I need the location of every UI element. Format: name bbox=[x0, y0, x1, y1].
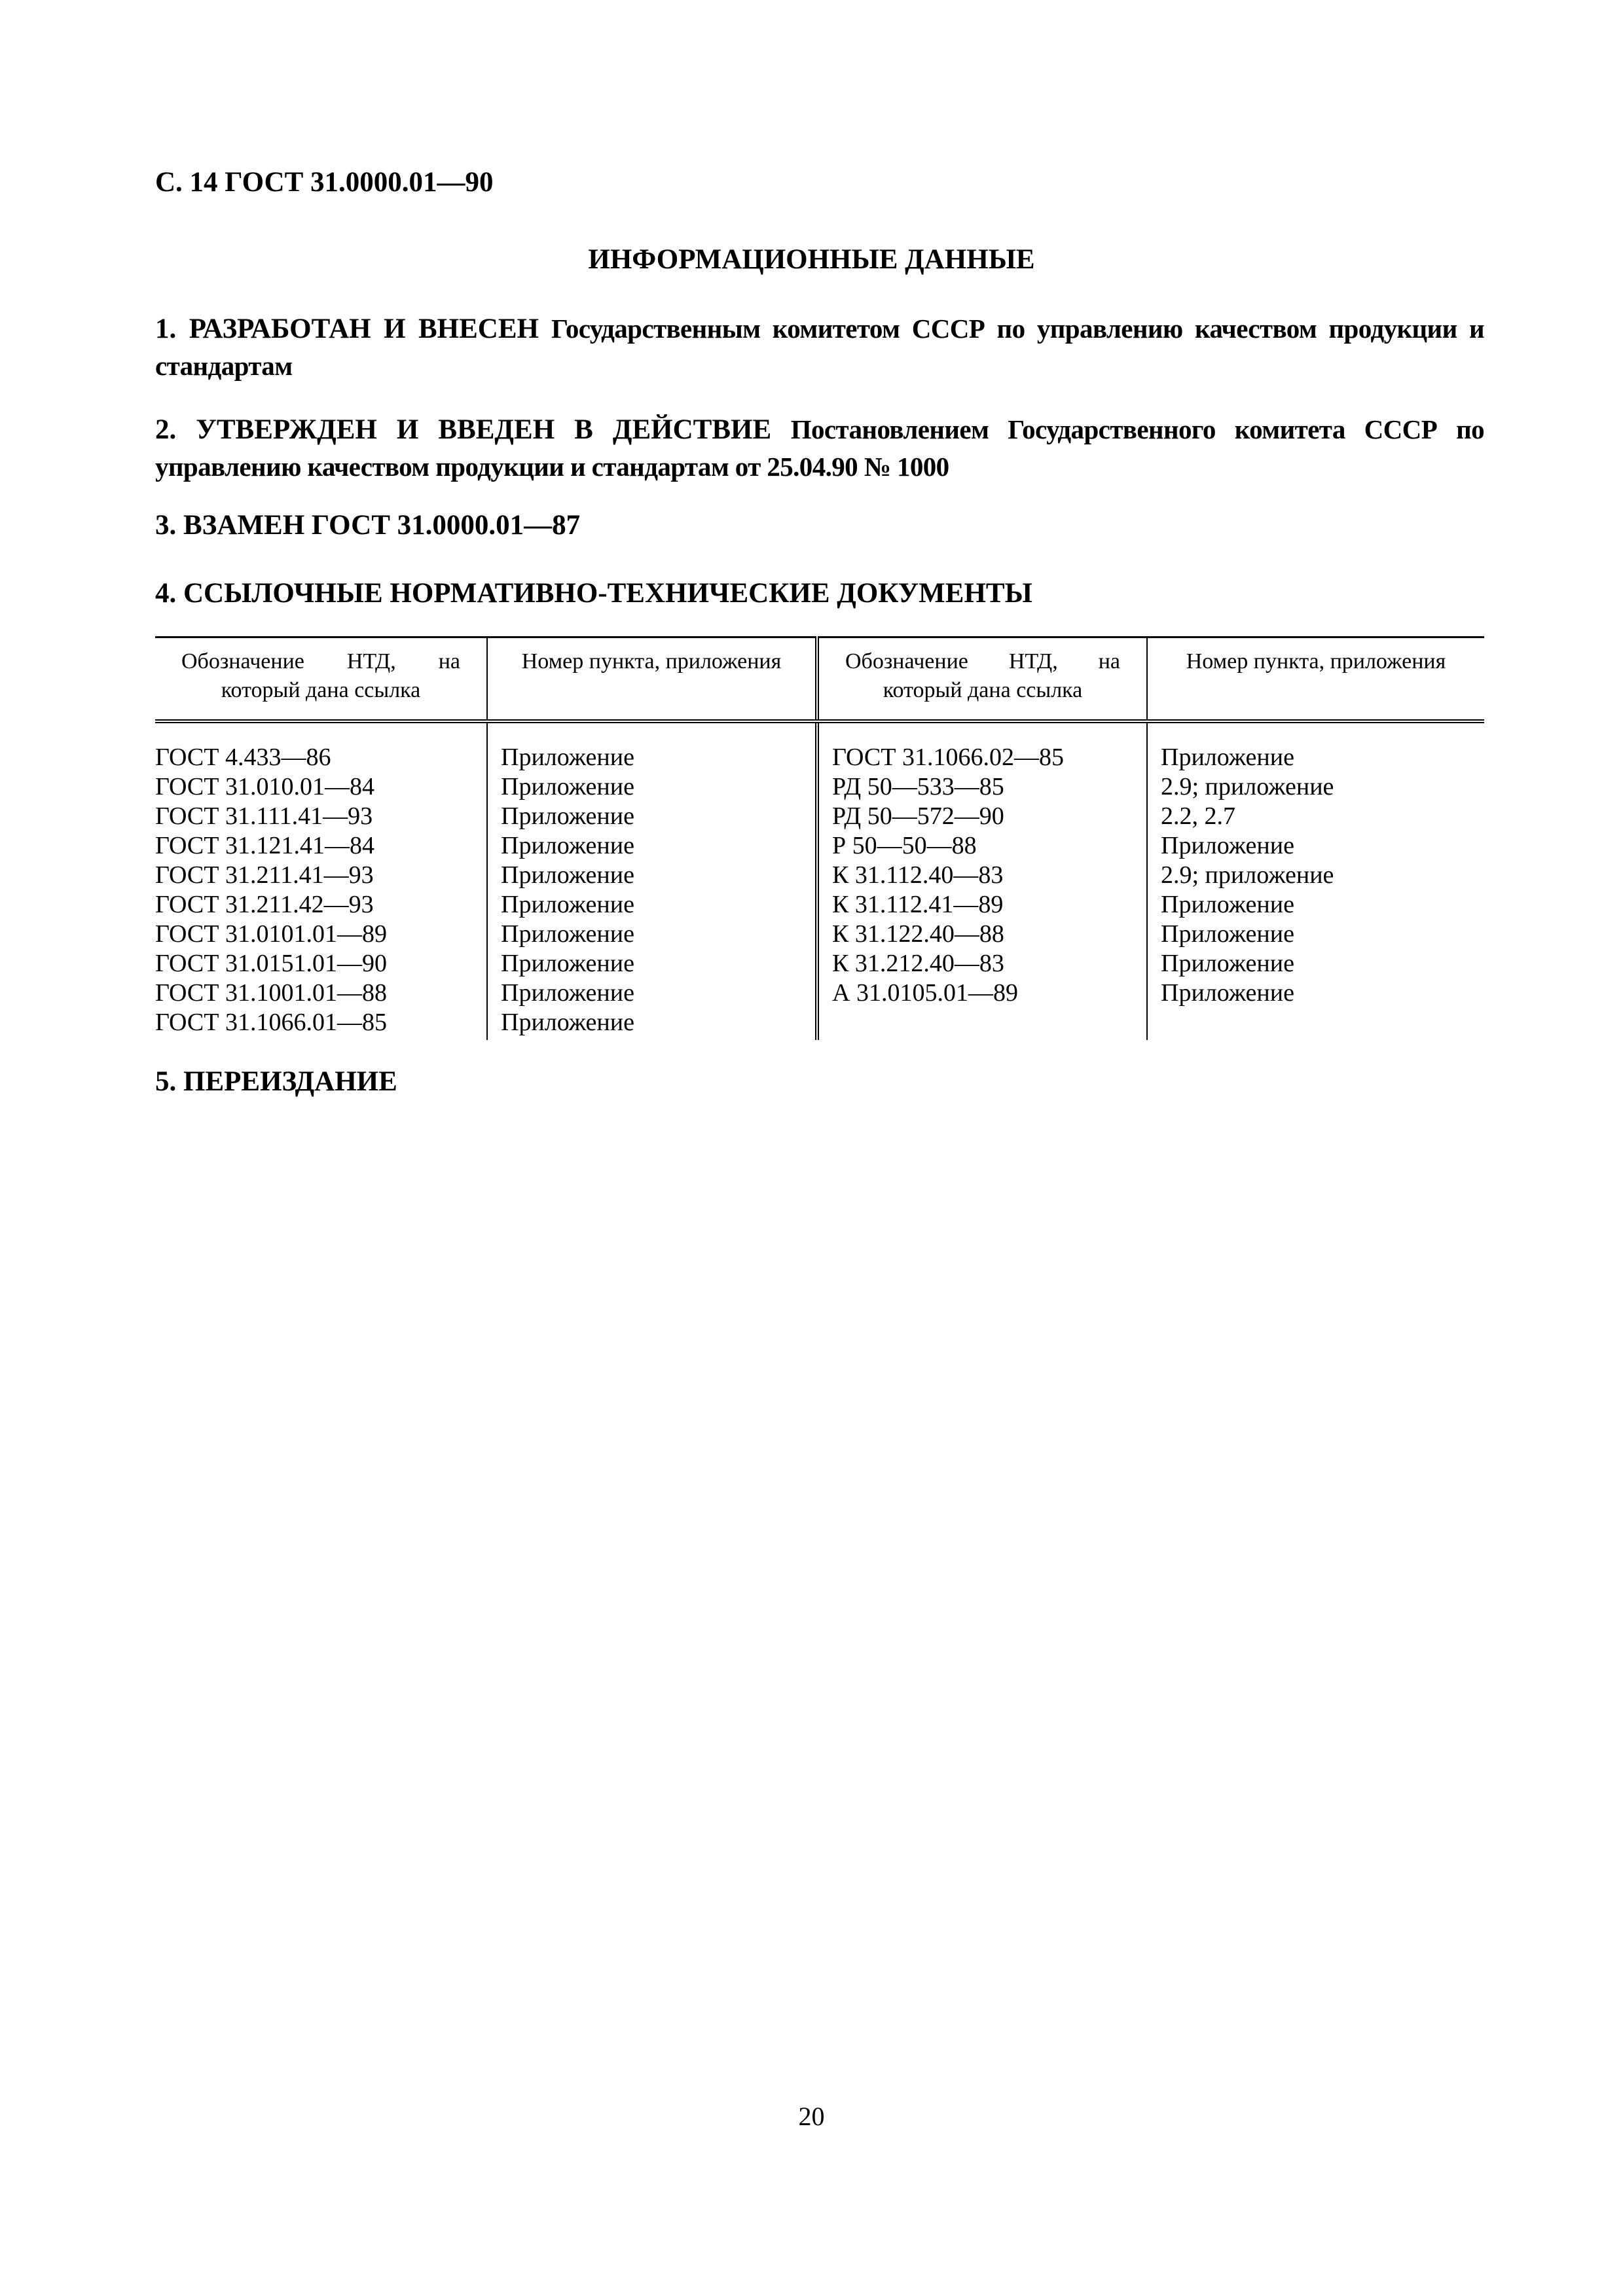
table-cell: Приложение bbox=[1147, 721, 1484, 772]
table-cell: Приложение bbox=[487, 802, 817, 831]
table-row bbox=[155, 978, 1484, 1008]
table-row bbox=[155, 831, 1484, 861]
table-cell: Приложение bbox=[487, 721, 817, 772]
column-header-clause: Номер пункта, приложения bbox=[487, 637, 817, 722]
table-cell: Приложение bbox=[487, 949, 817, 978]
table-cell: ГОСТ 31.111.41—93 bbox=[155, 802, 373, 830]
section-lead: 2. УТВЕРЖДЕН И ВВЕДЕН В ДЕЙСТВИЕ bbox=[155, 414, 772, 445]
table-cell bbox=[817, 1008, 1147, 1040]
table-cell: РД 50—533—85 bbox=[817, 772, 1147, 802]
section-reissue bbox=[155, 1063, 1484, 1100]
table-cell: Приложение bbox=[1147, 949, 1484, 978]
table-cell: Приложение bbox=[1147, 920, 1484, 949]
table-cell: ГОСТ 4.433—86 bbox=[155, 744, 331, 771]
table-cell: Приложение bbox=[1147, 890, 1484, 920]
table-cell: ГОСТ 31.0151.01—90 bbox=[155, 950, 387, 977]
section-lead: 5. ПЕРЕИЗДАНИЕ bbox=[155, 1066, 397, 1097]
table-cell: 2.2, 2.7 bbox=[1147, 802, 1484, 831]
table-cell: ГОСТ 31.121.41—84 bbox=[155, 832, 374, 859]
table-row bbox=[155, 772, 1484, 802]
table-header-row bbox=[155, 637, 1484, 722]
table-cell: ГОСТ 31.1066.01—85 bbox=[155, 1009, 387, 1036]
table-cell: Приложение bbox=[1147, 978, 1484, 1008]
table-cell: Приложение bbox=[487, 831, 817, 861]
table-cell: Приложение bbox=[487, 920, 817, 949]
table-cell: 2.9; приложение bbox=[1147, 861, 1484, 890]
section-title: ИНФОРМАЦИОННЫЕ ДАННЫЕ bbox=[588, 244, 1035, 275]
table-cell: К 31.112.40—83 bbox=[817, 861, 1147, 890]
column-header-document: Обозначение НТД, на который дана ссылка bbox=[155, 637, 487, 722]
table-row bbox=[155, 802, 1484, 831]
table-row bbox=[155, 861, 1484, 890]
reference-documents-table bbox=[155, 636, 1484, 1040]
table-cell: Приложение bbox=[487, 772, 817, 802]
section-lead: 4. ССЫЛОЧНЫЕ НОРМАТИВНО-ТЕХНИЧЕСКИЕ ДОКУМЕНТЫ bbox=[155, 578, 1032, 609]
table-cell: А 31.0105.01—89 bbox=[817, 978, 1147, 1008]
table-row bbox=[155, 890, 1484, 920]
table-row bbox=[155, 1008, 1484, 1040]
section-developed bbox=[155, 310, 1484, 384]
table-cell: ГОСТ 31.211.42—93 bbox=[155, 891, 374, 918]
section-lead: 3. ВЗАМЕН ГОСТ 31.0000.01—87 bbox=[155, 510, 581, 541]
table-cell: Приложение bbox=[1147, 831, 1484, 861]
table-cell: Приложение bbox=[487, 978, 817, 1008]
table-cell: ГОСТ 31.010.01—84 bbox=[155, 773, 374, 800]
table-cell: РД 50—572—90 bbox=[817, 802, 1147, 831]
section-replaces bbox=[155, 507, 1484, 544]
section-body: Государственным комитетом СССР по управлению качеством продукции и стандартам bbox=[155, 314, 1484, 381]
section-approved bbox=[155, 411, 1484, 485]
table-cell: ГОСТ 31.1066.02—85 bbox=[817, 721, 1147, 772]
table-cell: Приложение bbox=[487, 861, 817, 890]
table-cell: Р 50—50—88 bbox=[817, 831, 1147, 861]
table-cell: 2.9; приложение bbox=[1147, 772, 1484, 802]
table-row bbox=[155, 949, 1484, 978]
table-cell: ГОСТ 31.1001.01—88 bbox=[155, 979, 387, 1007]
section-lead: 1. РАЗРАБОТАН И ВНЕСЕН bbox=[155, 314, 539, 344]
table-cell: ГОСТ 31.211.41—93 bbox=[155, 861, 374, 889]
table-row bbox=[155, 721, 1484, 772]
section-references bbox=[155, 575, 1484, 612]
table-cell: К 31.112.41—89 bbox=[817, 890, 1147, 920]
page-header: С. 14 ГОСТ 31.0000.01—90 bbox=[155, 167, 494, 198]
column-header-clause: Номер пункта, приложения bbox=[1147, 637, 1484, 722]
column-header-document: Обозначение НТД, на который дана ссылка bbox=[817, 637, 1147, 722]
section-body: Постановлением Государственного комитета СССР по управлению качеством продукции и стандартам от 25.04.90 № 1000 bbox=[155, 414, 1484, 482]
table-cell: ГОСТ 31.0101.01—89 bbox=[155, 920, 387, 948]
table-cell: К 31.122.40—88 bbox=[817, 920, 1147, 949]
table-cell: К 31.212.40—83 bbox=[817, 949, 1147, 978]
table-cell: Приложение bbox=[487, 1008, 817, 1040]
table-cell: Приложение bbox=[487, 890, 817, 920]
table-cell bbox=[1147, 1008, 1484, 1040]
page-number: 20 bbox=[798, 2102, 825, 2131]
table-row bbox=[155, 920, 1484, 949]
